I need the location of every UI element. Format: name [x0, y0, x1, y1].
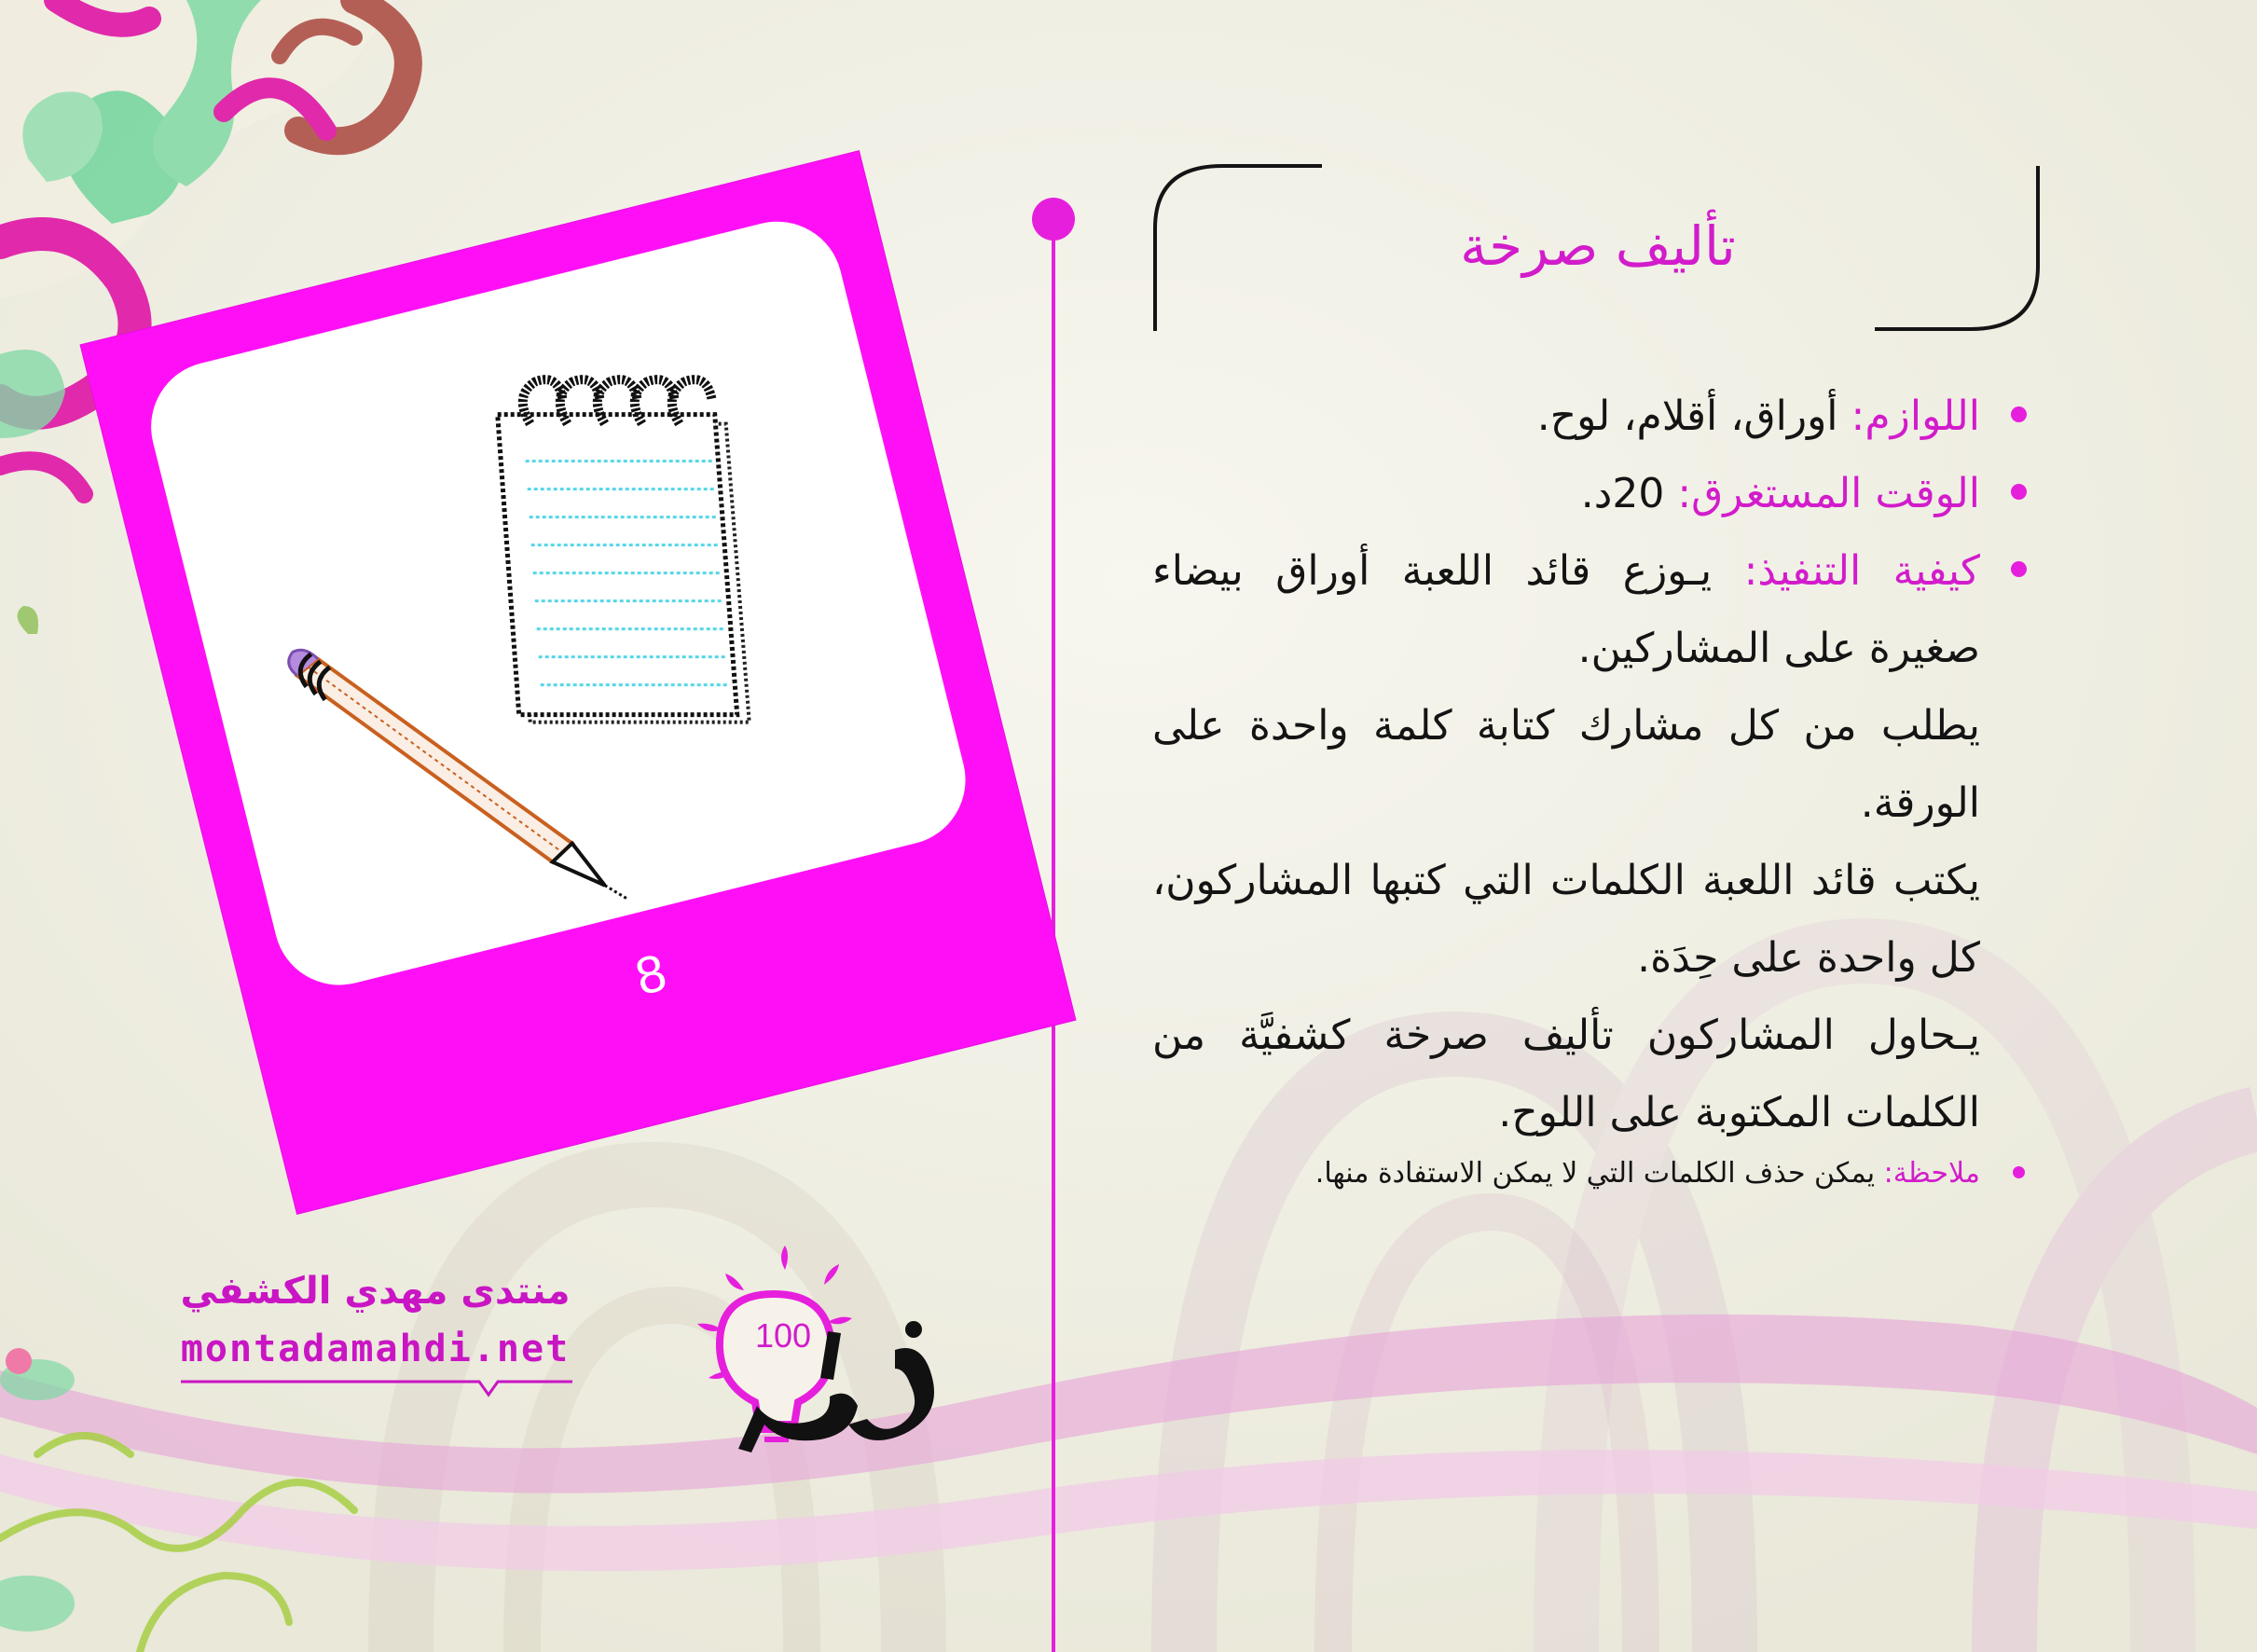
time-text: 20د. [1580, 470, 1678, 517]
logo-number: 100 [754, 1316, 812, 1355]
list-item-note [1152, 1151, 1980, 1196]
card-picture [137, 208, 979, 999]
method-label: كيفية التنفيذ: [1743, 547, 1981, 595]
note-label: ملاحظة: [1883, 1157, 1980, 1190]
logo-lightbulb [681, 1238, 979, 1480]
supplies-text: أوراق، أقلام، لوح. [1536, 392, 1851, 440]
instructions [1152, 378, 1980, 1196]
divider-dot [1032, 198, 1075, 241]
method-text: يـوزع قائد اللعبة أوراق بيضاء صغيرة على المشاركين. [1152, 547, 1980, 672]
time-label: الوقت المستغرق: [1677, 470, 1980, 517]
method-paragraph: يكتب قائد اللعبة الكلمات التي كتبها المشاركون، كل واحدة على حِدَة. [1152, 857, 1980, 982]
supplies-label: اللوازم: [1851, 392, 1980, 440]
list-item-supplies [1152, 378, 1980, 455]
method-paragraph: يطلب من كل مشارك كتابة كلمة واحدة على الورقة. [1152, 702, 1980, 827]
list-item-method [1152, 532, 1980, 1151]
speech-bubble-underline [179, 1378, 574, 1398]
note-text: يمكن حذف الكلمات التي لا يمكن الاستفادة منها. [1314, 1157, 1884, 1190]
page-title: تأليف صرخة [1460, 214, 1736, 278]
notepad-pencil-illustration [137, 208, 979, 999]
method-paragraph: يـحاول المشاركون تأليف صرخة كشفيَّة من الكلمات المكتوبة على اللوح. [1152, 1012, 1980, 1136]
forum-name: منتدى مهدي الكشفي [180, 1270, 571, 1313]
list-item-time [1152, 455, 1980, 532]
forum-url[interactable]: montadamahdi.net [180, 1328, 571, 1370]
card-number: 8 [629, 942, 672, 1007]
